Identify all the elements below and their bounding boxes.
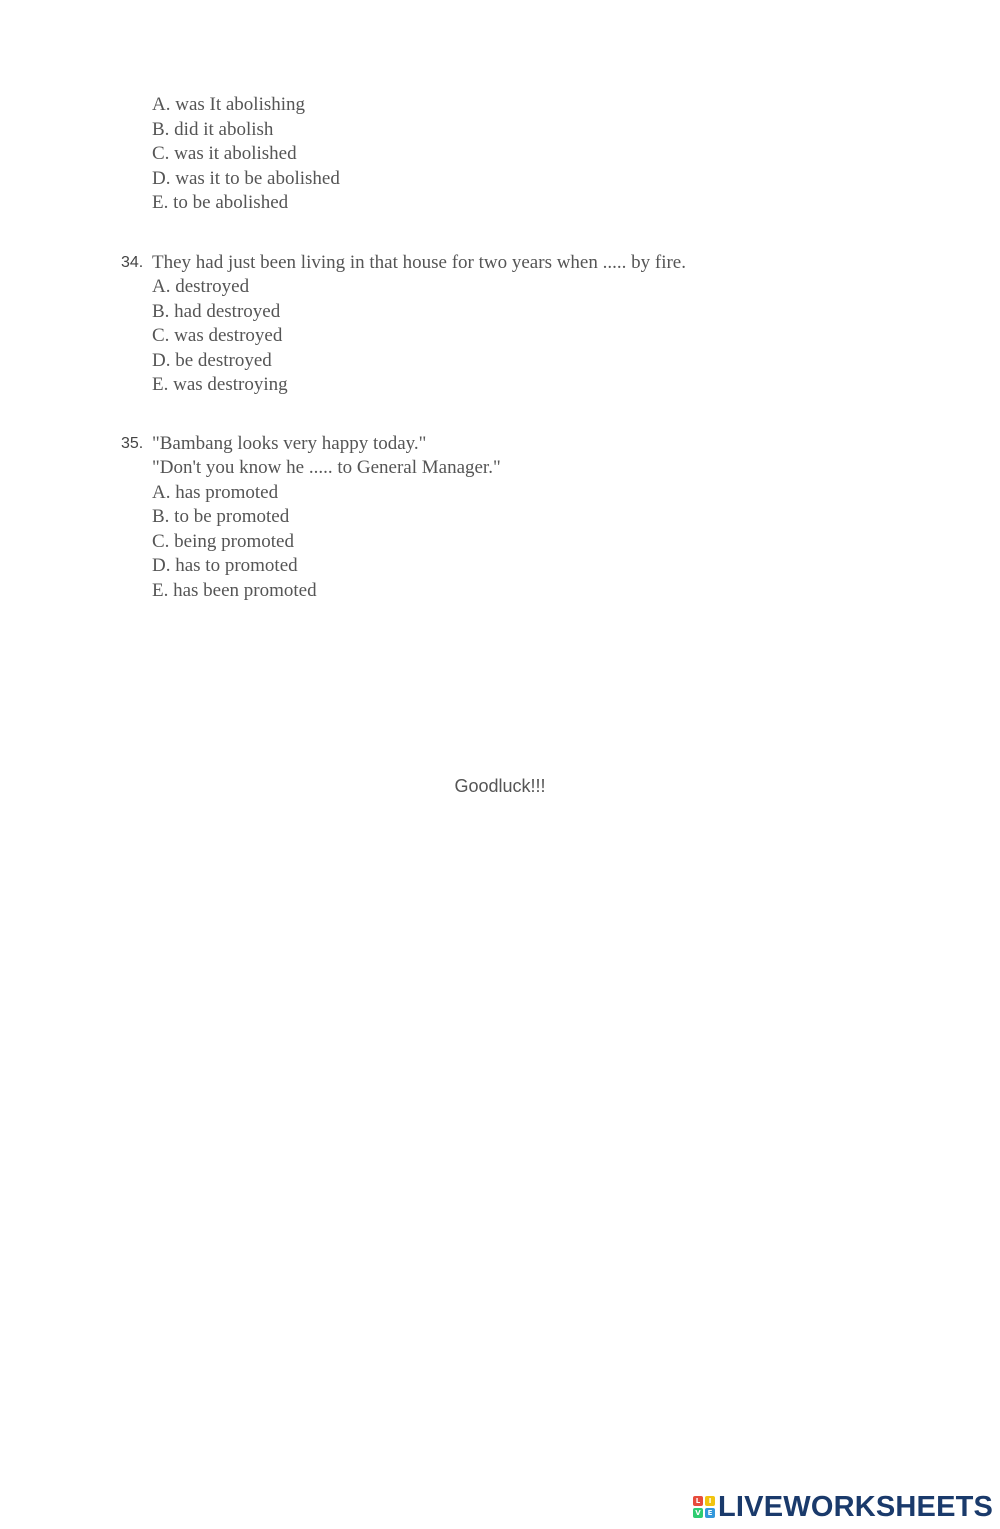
option-e: E. to be abolished <box>152 192 289 213</box>
liveworksheets-logo[interactable] <box>693 1490 993 1524</box>
logo-mark-icon <box>693 1496 715 1518</box>
option-d: D. has to promoted <box>152 555 298 576</box>
logo-mark-e: E <box>705 1508 715 1518</box>
option-d: D. was it to be abolished <box>152 168 340 189</box>
option-c: C. was destroyed <box>152 325 283 346</box>
question-text-line1: "Bambang looks very happy today." <box>152 433 427 454</box>
option-b: B. to be promoted <box>152 506 290 527</box>
option-a: A. was It abolishing <box>152 94 306 115</box>
question-number: 35. <box>121 435 144 452</box>
option-e: E. was destroying <box>152 374 288 395</box>
option-c: C. was it abolished <box>152 143 297 164</box>
question-number: 34. <box>121 254 144 271</box>
option-a: A. destroyed <box>152 276 250 297</box>
option-a: A. has promoted <box>152 482 279 503</box>
logo-mark-i: I <box>705 1496 715 1506</box>
option-c: C. being promoted <box>152 531 294 552</box>
option-b: B. did it abolish <box>152 119 274 140</box>
option-b: B. had destroyed <box>152 301 281 322</box>
logo-mark-l: L <box>693 1496 703 1506</box>
option-d: D. be destroyed <box>152 350 272 371</box>
option-e: E. has been promoted <box>152 580 317 601</box>
closing-text: Goodluck!!! <box>454 776 546 796</box>
logo-text: LIVEWORKSHEETS <box>718 1491 994 1523</box>
question-text-line2: "Don't you know he ..... to General Manager." <box>152 457 501 478</box>
question-text: They had just been living in that house for two years when ..... by fire. <box>152 252 686 273</box>
logo-mark-v: V <box>693 1508 703 1518</box>
